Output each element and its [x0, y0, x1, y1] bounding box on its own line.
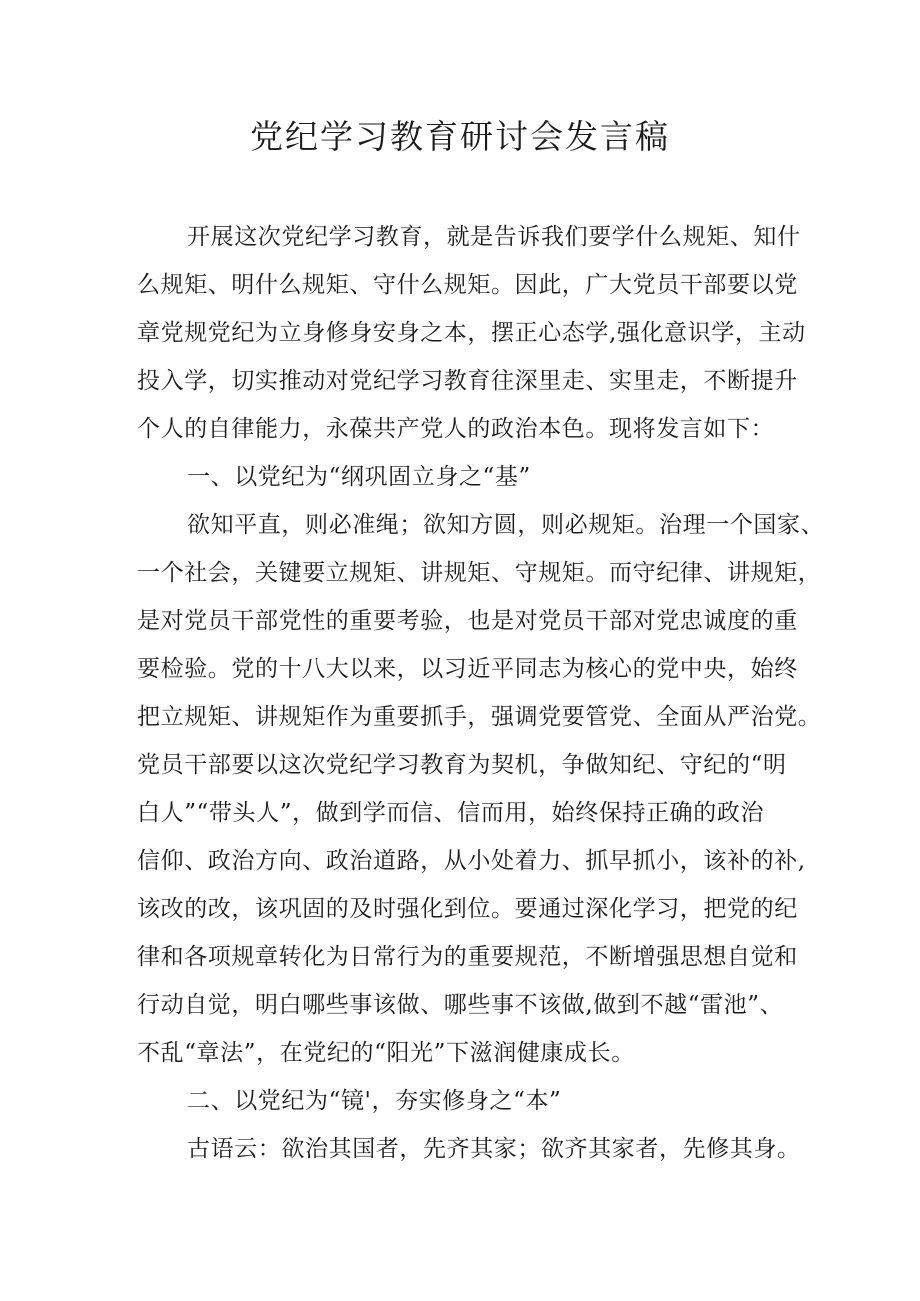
section-1-line-7: 白人”“带头人”，做到学而信、信而用，始终保持正确的政治: [137, 800, 765, 826]
intro-line-2: 么规矩、明什么规矩、守什么规矩。因此，广大党员干部要以党: [137, 272, 798, 298]
section-1-line-3: 是对党员干部党性的重要考验，也是对党员干部对党忠诚度的重: [137, 608, 798, 634]
section-1-line-12: 不乱“章法”，在党纪的“阳光”下滋润健康成长。: [137, 1040, 635, 1066]
section-2-heading: 二、以党纪为“镜'，夯实修身之“本”: [187, 1088, 562, 1114]
section-1-line-10: 律和各项规章转化为日常行为的重要规范，不断增强思想自觉和: [137, 944, 798, 970]
section-1-line-9: 该改的改，该巩固的及时强化到位。要通过深化学习，把党的纪: [137, 896, 798, 922]
section-1-line-1: 欲知平直，则必准绳；欲知方圆，则必规矩。治理一个国家、: [187, 512, 825, 538]
intro-line-4: 投入学，切实推动对党纪学习教育往深里走、实里走，不断提升: [137, 368, 798, 394]
section-1-line-2: 一个社会，关键要立规矩、讲规矩、守规矩。而守纪律、讲规矩，: [137, 560, 822, 586]
document-title: 党纪学习教育研讨会发言稿: [250, 117, 670, 156]
section-2-line-1: 古语云：欲治其国者，先齐其家；欲齐其家者，先修其身。: [187, 1136, 801, 1162]
section-1-line-5: 把立规矩、讲规矩作为重要抓手，强调党要管党、全面从严治党。: [137, 704, 822, 730]
intro-line-3: 章党规党纪为立身修身安身之本，摆正心态学,强化意识学，主动: [137, 320, 806, 346]
intro-line-1: 开展这次党纪学习教育，就是告诉我们要学什么规矩、知什: [187, 224, 801, 250]
section-1-line-11: 行动自觉，明白哪些事该做、哪些事不该做,做到不越“雷池”、: [137, 992, 784, 1018]
intro-line-5: 个人的自律能力，永葆共产党人的政治本色。现将发言如下：: [137, 416, 775, 442]
section-1-line-8: 信仰、政治方向、政治道路，从小处着力、抓早抓小，该补的补,: [137, 848, 806, 874]
section-1-line-4: 要检验。党的十八大以来，以习近平同志为核心的党中央，始终: [137, 656, 798, 682]
section-1-heading: 一、以党纪为“纲巩固立身之“基”: [187, 464, 531, 490]
section-1-line-6: 党员干部要以这次党纪学习教育为契机，争做知纪、守纪的“明: [137, 752, 787, 778]
